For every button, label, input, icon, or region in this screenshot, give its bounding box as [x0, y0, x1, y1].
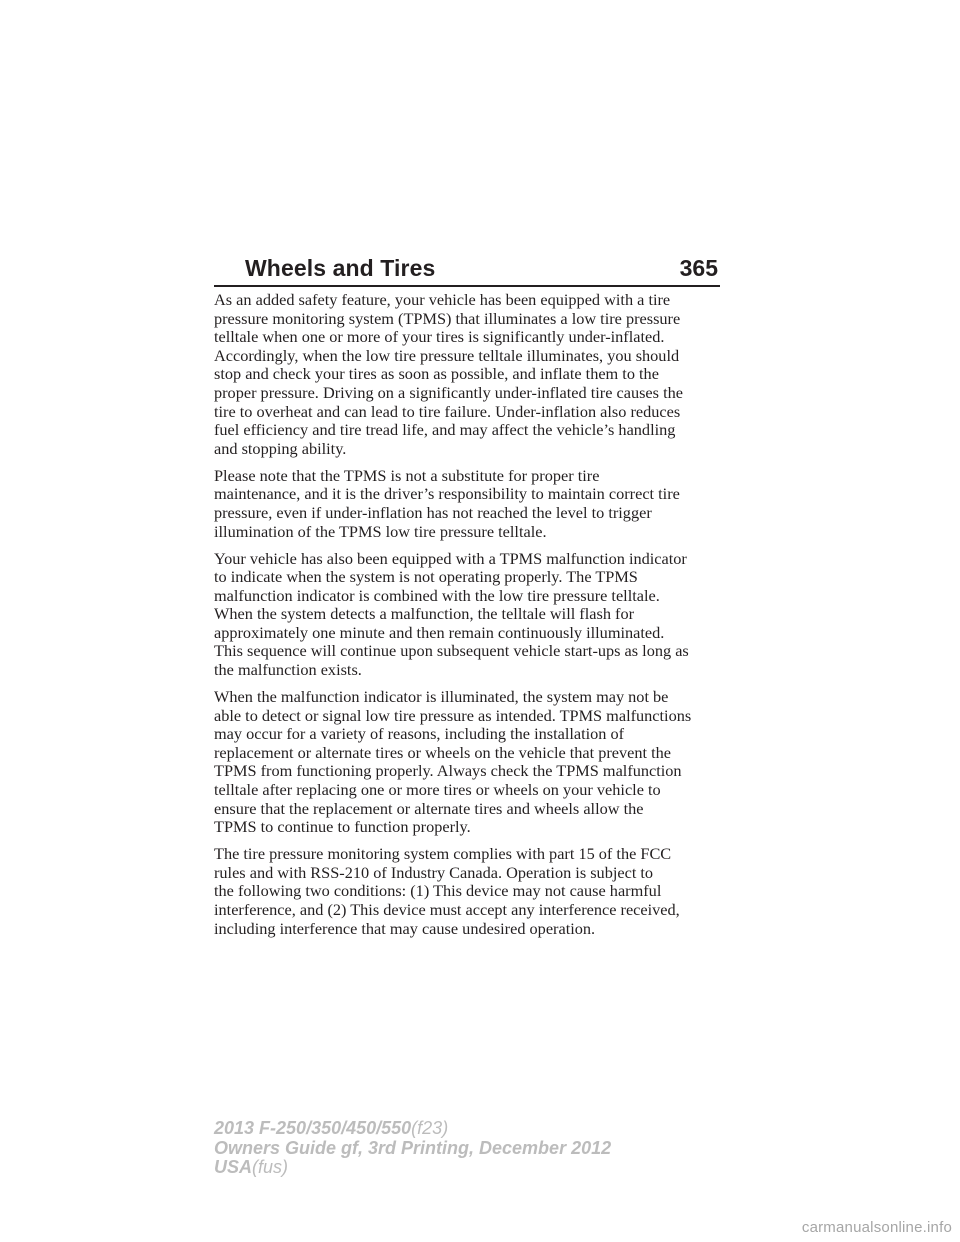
paragraph-maintenance-note — [214, 467, 722, 541]
text-line: to indicate when the system is not operating properly. The TPMS — [214, 567, 638, 587]
text-line: malfunction indicator is combined with the low tire pressure telltale. — [214, 585, 660, 605]
text-line: Accordingly, when the low tire pressure telltale illuminates, you should — [214, 345, 680, 365]
text-line: Your vehicle has also been equipped with a TPMS malfunction indicator — [214, 548, 687, 568]
header-divider — [214, 285, 720, 287]
text-line: maintenance, and it is the driver’s responsibility to maintain correct tire — [214, 484, 680, 504]
footer-line-edition — [214, 1139, 611, 1159]
text-line: telltale when one or more of your tires is significantly under-inflated. — [214, 327, 665, 347]
watermark: carmanualsonline.info — [801, 1219, 952, 1236]
text-line: TPMS to continue to function properly. — [214, 817, 471, 837]
footer-line-market — [214, 1158, 611, 1178]
text-line: the following two conditions: (1) This device may not cause harmful — [214, 881, 662, 901]
text-line: replacement or alternate tires or wheels on the vehicle that prevent the — [214, 742, 672, 762]
text-line: fuel efficiency and tire tread life, and may affect the vehicle’s handling — [214, 420, 676, 440]
text-line: may occur for a variety of reasons, including the installation of — [214, 724, 625, 744]
text-line: interference, and (2) This device must accept any interference received, — [214, 899, 680, 919]
text-line: This sequence will continue upon subsequent vehicle start-ups as long as — [214, 641, 689, 661]
paragraph-tpms-intro — [214, 291, 722, 458]
text-line: When the system detects a malfunction, the telltale will flash for — [214, 604, 635, 624]
text-line: Please note that the TPMS is not a substitute for proper tire — [214, 465, 600, 485]
text-line: stop and check your tires as soon as possible, and inflate them to the — [214, 364, 659, 384]
text-line: As an added safety feature, your vehicle has been equipped with a tire — [214, 290, 671, 309]
body-text — [214, 291, 722, 947]
text-line: When the malfunction indicator is illuminated, the system may not be — [214, 687, 669, 707]
text-line: TPMS from functioning properly. Always check the TPMS malfunction — [214, 761, 682, 781]
footer-edition: Owners Guide gf, 3rd Printing, December 2012 — [214, 1137, 612, 1158]
text-line: rules and with RSS-210 of Industry Canada. Operation is subject to — [214, 862, 654, 882]
section-title: Wheels and Tires — [245, 255, 436, 281]
text-line: tire to overheat and can lead to tire failure. Under-inflation also reduces — [214, 401, 681, 421]
footer-model: 2013 F-250/350/450/550 — [214, 1118, 412, 1138]
text-line: approximately one minute and then remain continuously illuminated. — [214, 622, 665, 642]
paragraph-malfunction-causes — [214, 688, 722, 837]
text-line: telltale after replacing one or more tires or wheels on your vehicle to — [214, 780, 661, 800]
paragraph-fcc-compliance — [214, 845, 722, 938]
text-line: ensure that the replacement or alternate tires and wheels allow the — [214, 798, 644, 818]
text-line: The tire pressure monitoring system complies with part 15 of the FCC — [214, 844, 672, 864]
text-line: illumination of the TPMS low tire pressure telltale. — [214, 521, 547, 541]
page-number: 365 — [679, 255, 718, 281]
text-line: pressure monitoring system (TPMS) that illuminates a low tire pressure — [214, 308, 681, 328]
text-line: and stopping ability. — [214, 438, 347, 458]
page-header — [214, 253, 720, 287]
footer-market: USA — [214, 1157, 253, 1177]
footer-market-code: (fus) — [252, 1157, 289, 1177]
document-footer — [214, 1119, 611, 1178]
text-line: including interference that may cause undesired operation. — [214, 918, 596, 938]
footer-line-model — [214, 1119, 611, 1139]
text-line: the malfunction exists. — [214, 660, 362, 680]
footer-model-code: (f23) — [411, 1118, 449, 1138]
text-line: pressure, even if under-inflation has not reached the level to trigger — [214, 502, 652, 522]
text-line: able to detect or signal low tire pressure as intended. TPMS malfunctions — [214, 705, 692, 725]
text-line: proper pressure. Driving on a significantly under-inflated tire causes the — [214, 382, 683, 402]
paragraph-malfunction-indicator — [214, 550, 722, 680]
